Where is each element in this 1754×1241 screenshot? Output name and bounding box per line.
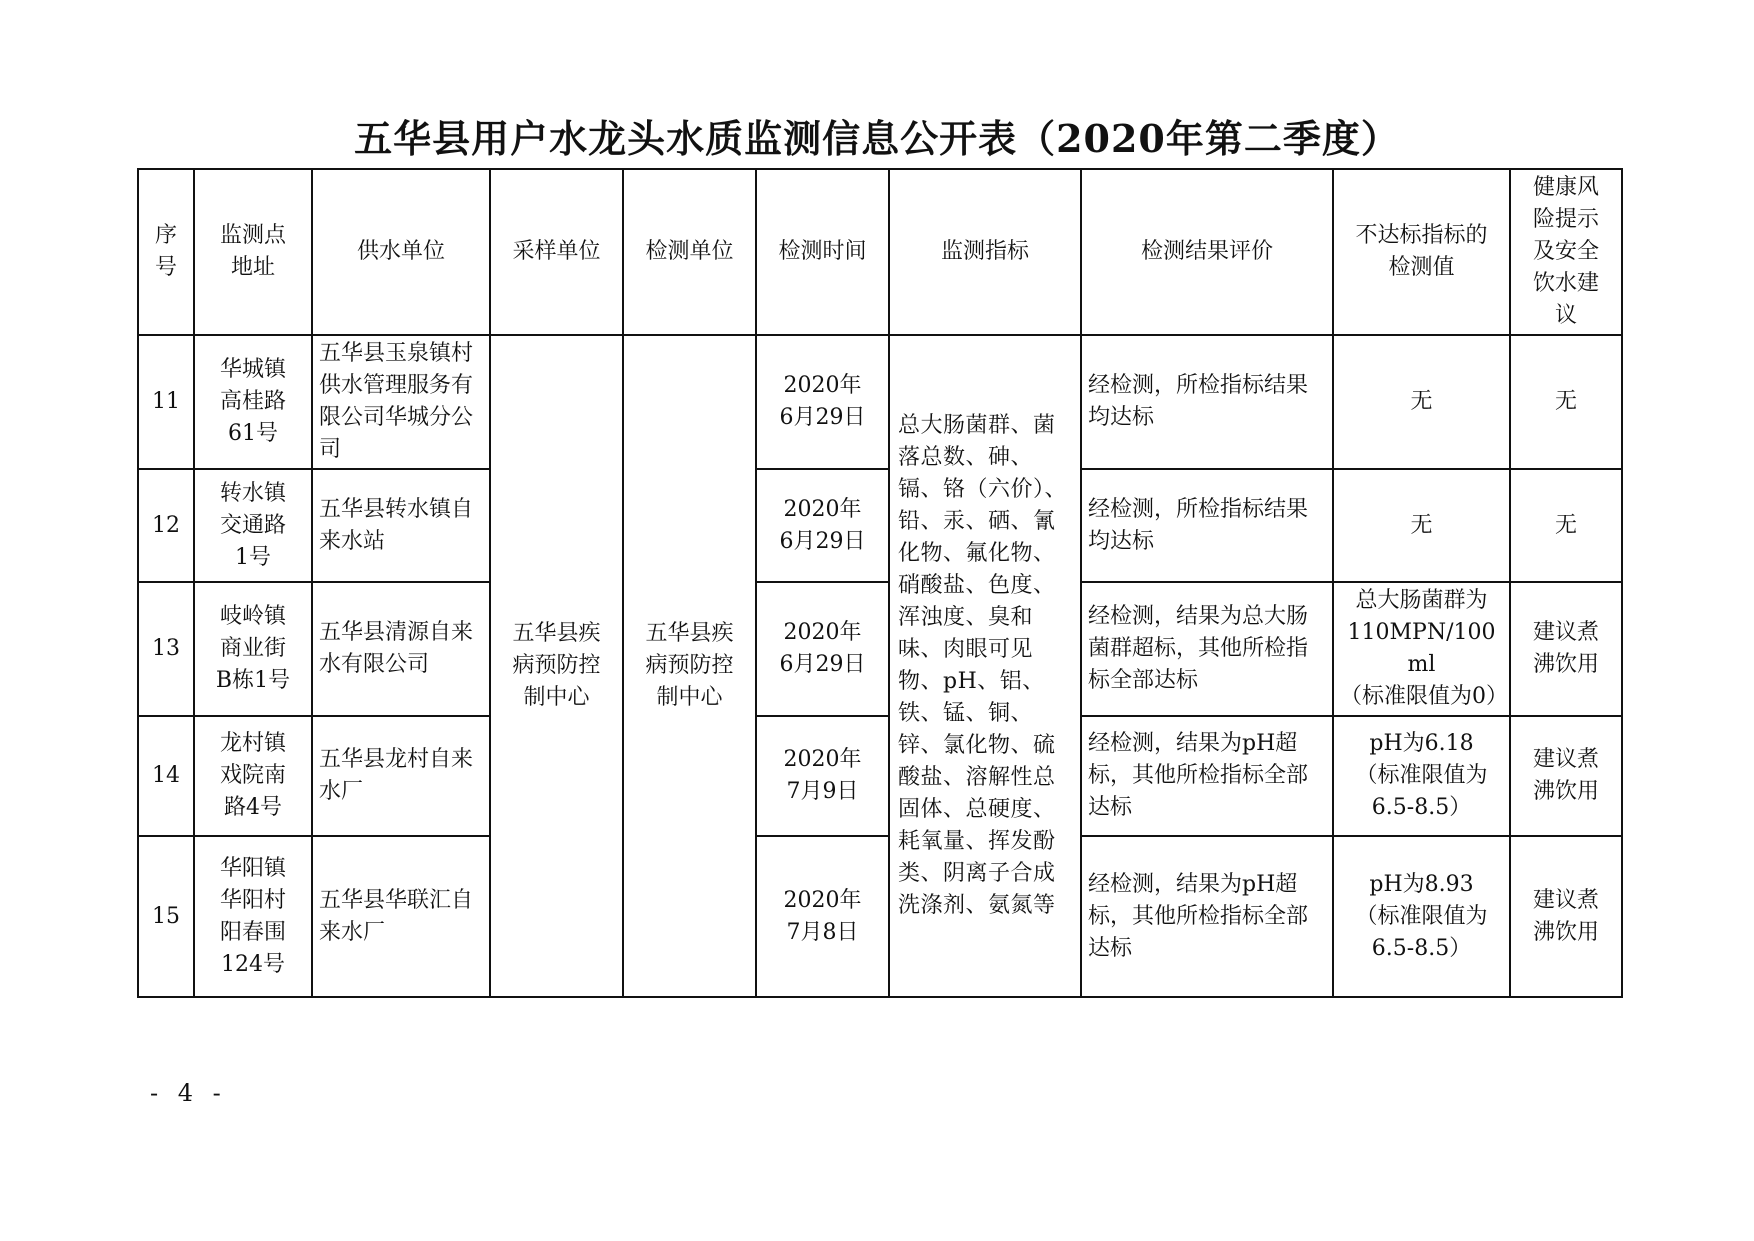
table-row (138, 836, 1622, 997)
cell-evaluation: 经检测，结果为pH超标，其他所检指标全部达标 (1081, 836, 1333, 997)
cell-tester: 五华县疾 病预防控 制中心 (623, 335, 756, 997)
document-title: 五华县用户水龙头水质监测信息公开表（2020年第二季度） (354, 116, 1400, 161)
cell-sampler: 五华县疾 病预防控 制中心 (490, 335, 623, 997)
table-row (138, 582, 1622, 716)
water-quality-table (137, 168, 1623, 998)
header-seq: 序 号 (138, 169, 194, 335)
header-time: 检测时间 (756, 169, 889, 335)
cell-evaluation: 经检测，所检指标结果均达标 (1081, 335, 1333, 469)
header-failed-values: 不达标指标的 检测值 (1333, 169, 1510, 335)
cell-supplier: 五华县转水镇自来水站 (312, 469, 490, 582)
cell-failed-values: pH为6.18 （标准限值为 6.5-8.5） (1333, 716, 1510, 836)
header-evaluation: 检测结果评价 (1081, 169, 1333, 335)
cell-indicators: 总大肠菌群、菌落总数、砷、镉、铬（六价）、铅、汞、硒、氰化物、氟化物、硝酸盐、色度、浑浊度、臭和味、肉眼可见物、pH、铝、铁、锰、铜、锌、氯化物、硫酸盐、溶解性总固体、总硬度、耗氧量、挥发酚类、阴离子合成洗涤剂、氨氮等 (889, 335, 1081, 997)
header-indicators: 监测指标 (889, 169, 1081, 335)
cell-time: 2020年 6月29日 (756, 469, 889, 582)
cell-advice: 建议煮 沸饮用 (1510, 716, 1622, 836)
cell-evaluation: 经检测，所检指标结果均达标 (1081, 469, 1333, 582)
cell-seq: 13 (138, 582, 194, 716)
cell-advice: 建议煮 沸饮用 (1510, 582, 1622, 716)
cell-failed-values: 无 (1333, 469, 1510, 582)
cell-failed-values: 无 (1333, 335, 1510, 469)
cell-time: 2020年 6月29日 (756, 582, 889, 716)
cell-evaluation: 经检测，结果为pH超标，其他所检指标全部达标 (1081, 716, 1333, 836)
header-advice: 健康风 险提示 及安全 饮水建 议 (1510, 169, 1622, 335)
cell-seq: 14 (138, 716, 194, 836)
cell-supplier: 五华县华联汇自来水厂 (312, 836, 490, 997)
table-row (138, 716, 1622, 836)
cell-address: 华城镇 高桂路 61号 (194, 335, 312, 469)
cell-time: 2020年 6月29日 (756, 335, 889, 469)
cell-advice: 无 (1510, 335, 1622, 469)
page-number: - 4 - (150, 1079, 227, 1107)
cell-failed-values: 总大肠菌群为 110MPN/100ml （标准限值为0） (1333, 582, 1510, 716)
cell-address: 华阳镇 华阳村 阳春围 124号 (194, 836, 312, 997)
cell-seq: 11 (138, 335, 194, 469)
cell-address: 岐岭镇 商业街 B栋1号 (194, 582, 312, 716)
table-row (138, 335, 1622, 469)
cell-supplier: 五华县龙村自来水厂 (312, 716, 490, 836)
cell-address: 转水镇 交通路 1号 (194, 469, 312, 582)
cell-seq: 15 (138, 836, 194, 997)
header-sampler: 采样单位 (490, 169, 623, 335)
cell-time: 2020年 7月9日 (756, 716, 889, 836)
header-supplier: 供水单位 (312, 169, 490, 335)
cell-evaluation: 经检测，结果为总大肠菌群超标，其他所检指标全部达标 (1081, 582, 1333, 716)
header-tester: 检测单位 (623, 169, 756, 335)
cell-advice: 无 (1510, 469, 1622, 582)
cell-time: 2020年 7月8日 (756, 836, 889, 997)
header-address: 监测点 地址 (194, 169, 312, 335)
table-row (138, 469, 1622, 582)
cell-address: 龙村镇 戏院南 路4号 (194, 716, 312, 836)
table-header-row (138, 169, 1622, 335)
cell-seq: 12 (138, 469, 194, 582)
cell-supplier: 五华县玉泉镇村供水管理服务有限公司华城分公司 (312, 335, 490, 469)
cell-failed-values: pH为8.93 （标准限值为 6.5-8.5） (1333, 836, 1510, 997)
cell-advice: 建议煮 沸饮用 (1510, 836, 1622, 997)
cell-supplier: 五华县清源自来水有限公司 (312, 582, 490, 716)
